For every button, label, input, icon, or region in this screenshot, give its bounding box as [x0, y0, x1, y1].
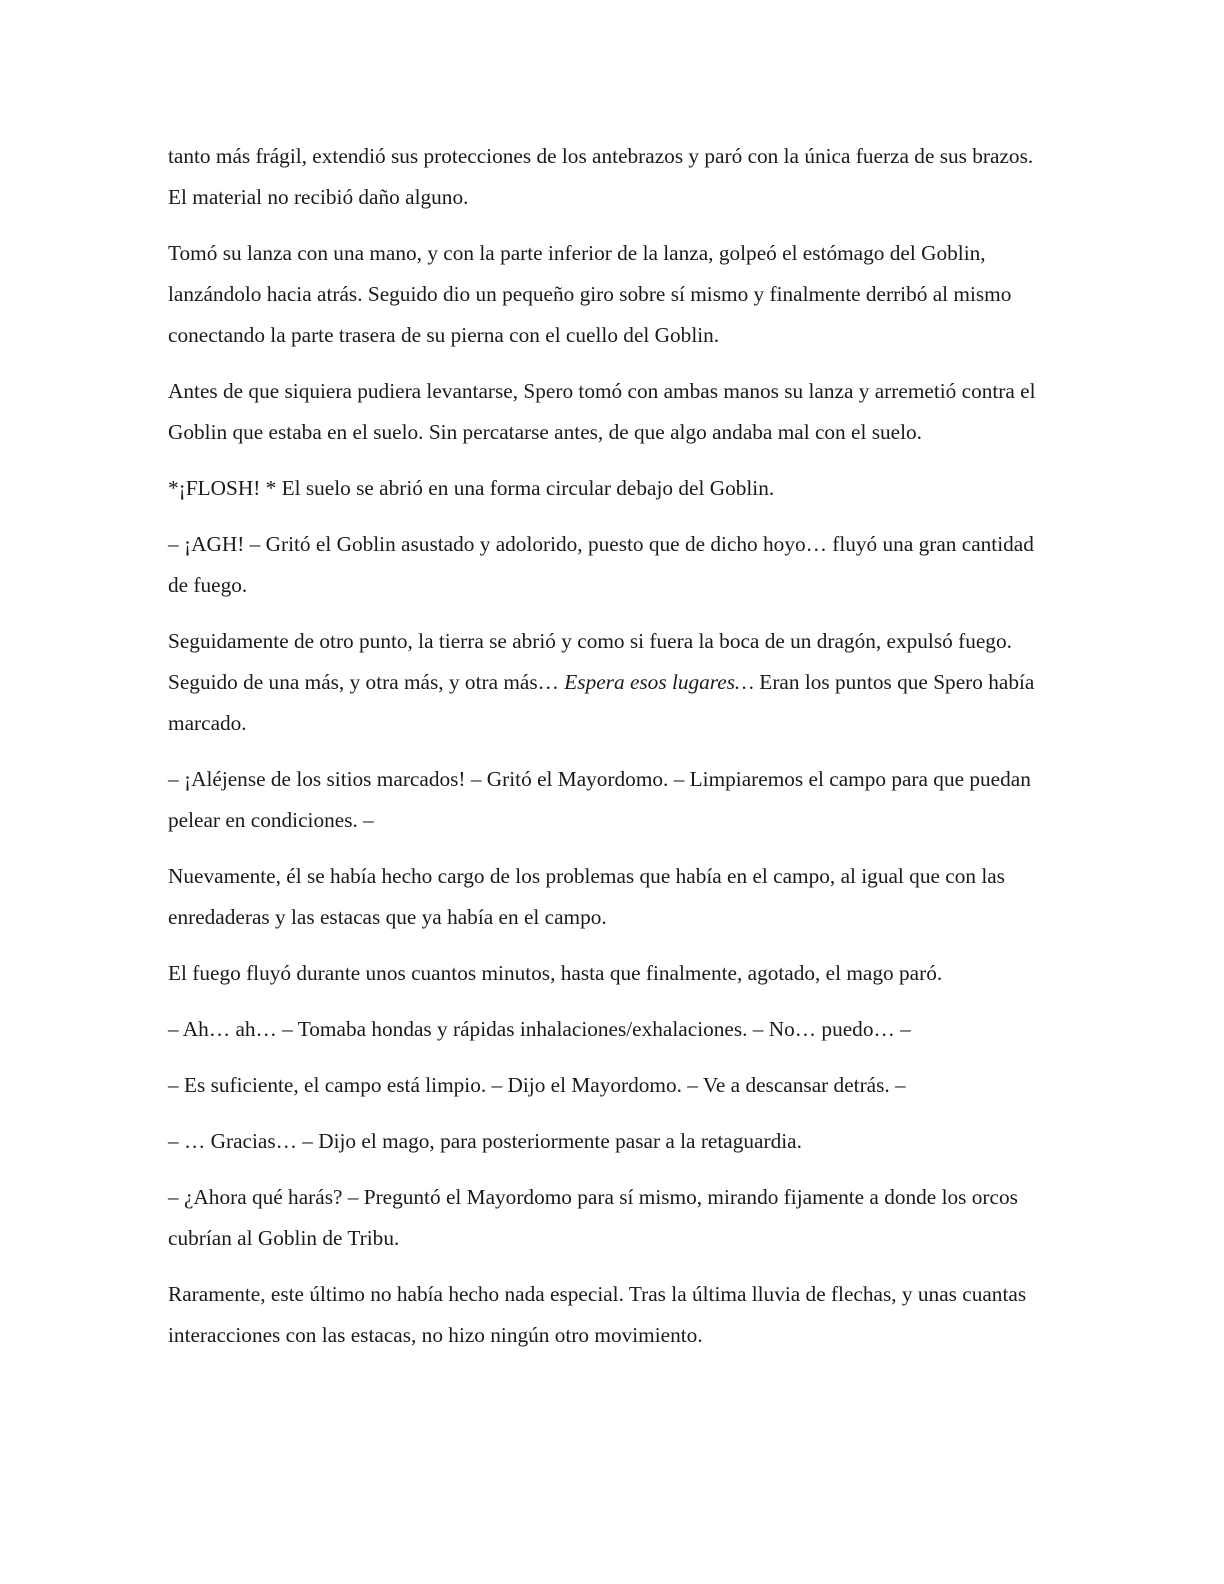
paragraph: Raramente, este último no había hecho nada especial. Tras la última lluvia de flechas, y unas cuantas interacciones con las estacas, no hizo ningún otro movimiento.: [168, 1282, 1027, 1347]
paragraph: – ¿Ahora qué harás? – Preguntó el Mayordomo para sí mismo, mirando fijamente a donde los orcos cubrían al Goblin de Tribu.: [168, 1185, 1018, 1250]
paragraph: Tomó su lanza con una mano, y con la parte inferior de la lanza, golpeó el estómago del Goblin, lanzándolo hacia atrás. Seguido dio un pequeño giro sobre sí mismo y finalmente derribó al mismo conectando la parte trasera de su pierna con el cuello del Goblin.: [168, 241, 1012, 347]
text-segment: Eran los puntos que Spero había marcado.: [168, 670, 1035, 735]
paragraph: – … Gracias… – Dijo el mago, para posteriormente pasar a la retaguardia.: [168, 1129, 802, 1153]
paragraph: Antes de que siquiera pudiera levantarse, Spero tomó con ambas manos su lanza y arremetió contra el Goblin que estaba en el suelo. Sin percatarse antes, de que algo andaba mal con el suelo.: [168, 379, 1036, 444]
body-text: [168, 136, 1038, 1356]
paragraph: – ¡AGH! – Gritó el Goblin asustado y adolorido, puesto que de dicho hoyo… fluyó una gran cantidad de fuego.: [168, 532, 1034, 597]
paragraph: – Ah… ah… – Tomaba hondas y rápidas inhalaciones/exhalaciones. – No… puedo… –: [168, 1017, 911, 1041]
paragraph: – Es suficiente, el campo está limpio. – Dijo el Mayordomo. – Ve a descansar detrás. –: [168, 1073, 906, 1097]
text-segment: Seguidamente de otro punto, la tierra se abrió y como si fuera la boca de un dragón, expulsó fuego. Seguido de una más, y otra más, y otra más…: [168, 629, 1012, 694]
paragraph-with-italic: [168, 621, 1038, 744]
italic-thought: Espera esos lugares…: [564, 670, 754, 694]
paragraph: tanto más frágil, extendió sus protecciones de los antebrazos y paró con la única fuerza de sus brazos. El material no recibió daño alguno.: [168, 144, 1034, 209]
paragraph: – ¡Aléjense de los sitios marcados! – Gritó el Mayordomo. – Limpiaremos el campo para que puedan pelear en condiciones. –: [168, 767, 1031, 832]
paragraph: *¡FLOSH! * El suelo se abrió en una forma circular debajo del Goblin.: [168, 476, 775, 500]
paragraph: El fuego fluyó durante unos cuantos minutos, hasta que finalmente, agotado, el mago paró.: [168, 961, 943, 985]
paragraph: Nuevamente, él se había hecho cargo de los problemas que había en el campo, al igual que con las enredaderas y las estacas que ya había en el campo.: [168, 864, 1005, 929]
